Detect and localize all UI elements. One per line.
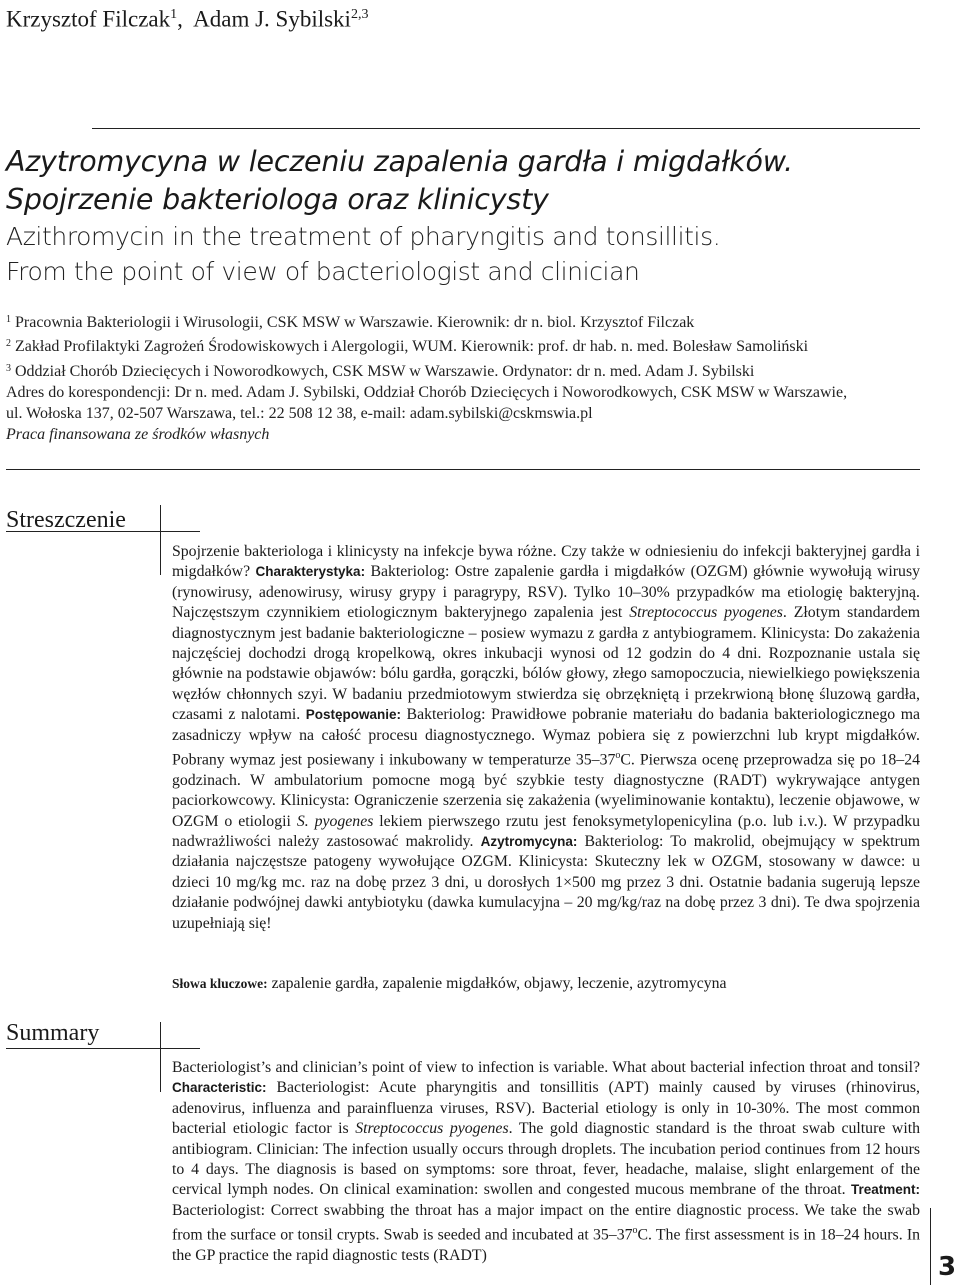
- top-divider: [92, 128, 920, 129]
- streszczenie-part-7: Bakteriolog: To makrolid, obejmujący w spektrum działania najczęstsze patogeny wywołujące OZGM. Klinicysta: Skuteczny lek w OZGM, stosowany w dawce: u dzieci 10 mg/kg mc. raz na dobę przez 3 dni, u dorosłych 1×500 mg przez 3 dni. Ostatnie badania sugerują lepsze działanie podwójnej dawki antybiotyku (dawka kumulacyjna – 20 mg/kg/raz na dobę przez 3 dni). Te dwa spojrzenia uzupełniają się!: [172, 832, 921, 932]
- affiliation-1-mark: 1: [6, 314, 11, 325]
- affiliations-block: [6, 309, 946, 446]
- label-treatment: Treatment:: [850, 1182, 920, 1198]
- page-number: 3: [938, 1252, 957, 1282]
- affiliation-2-mark: 2: [6, 338, 11, 350]
- streszczenie-underline: [6, 531, 200, 532]
- streszczenie-part-5: C. Pierwsza ocenę przeprowadza się po 18–24 godzinach. W ambulatorium pomocne mogą być szybkie testy diagnostyczne (RADT) wykrywające antygen paciorkowcowy. Klinicysta: Ograniczenie szerzenia się zakażenia (wyeliminowanie kontaktu), leczenie objawowe, w OZGM o etiologii: [172, 751, 920, 830]
- title-en-line-1: Azithromycin in the treatment of pharyngitis and tonsillitis.: [6, 222, 721, 251]
- degree-mark: o: [615, 750, 621, 762]
- summary-part-2: Bacteriologist: Acute pharyngitis and tonsillitis (APT) mainly caused by viruses (rhinovirus, adenovirus, influenza and parainfluenza viruses, RSV). Bacterial etiology is only in 10-30%. The most common bacterial etiologic factor is: [172, 1079, 920, 1138]
- streszczenie-intro: Spojrzenie bakteriologa i klinicysty na infekcje bywa różne. Czy także w odniesieniu do infekcji bakteryjnej gardła i migdałków?: [172, 543, 920, 581]
- summary-heading: Summary: [6, 1020, 100, 1046]
- page-number-rule: [930, 1208, 931, 1285]
- streszczenie-part-2: Bakteriolog: Ostre zapalenie gardła i migdałków (OZGM) głównie wywołują wirusy (rynowirusy, adenowirusy, wirusy grypy i paragrypy, RSV). Tylko 10–30% przypadków ma etiologię bakteryjną. Najczęstszym czynnikiem etiologicznym bakteryjnego zapalenia jest: [172, 563, 920, 622]
- streszczenie-text: [172, 542, 920, 934]
- title-pl-line-2: Spojrzenie bakteriologa oraz klinicysty: [6, 183, 549, 216]
- affiliation-3-text: Oddział Chorób Dziecięcych i Noworodkowych, CSK MSW w Warszawie. Ordynator: dr n. med. Adam J. Sybilski: [15, 362, 755, 380]
- author-separator: ,: [177, 6, 194, 32]
- affiliation-2: [6, 333, 946, 357]
- keywords-text: zapalenie gardła, zapalenie migdałków, objawy, leczenie, azytromycyna: [267, 975, 727, 992]
- affiliation-1: [6, 309, 946, 333]
- author-1-affil-mark: 1: [170, 7, 178, 22]
- degree-mark-en: o: [632, 1225, 638, 1237]
- label-charakterystyka: Charakterystyka:: [255, 564, 366, 580]
- affiliation-3-mark: 3: [6, 362, 11, 374]
- streszczenie-part-6: lekiem pierwszego rzutu jest fenoksymetylopenicylina (p.o. lub i.v.). W przypadku nadwrażliwości należy zastosować makrolidy.: [172, 812, 921, 850]
- author-2-name: Adam J. Sybilski: [193, 6, 351, 32]
- affiliation-1-text: Pracownia Bakteriologii i Wirusologii, CSK MSW w Warszawie. Kierownik: dr n. biol. Krzysztof Filczak: [15, 314, 695, 331]
- summary-text: [172, 1058, 920, 1266]
- label-characteristic: Characteristic:: [172, 1080, 267, 1096]
- label-postepowanie: Postępowanie:: [305, 707, 402, 723]
- summary-part-5: C. The first assessment is in 18–24 hours. In the GP practice the rapid diagnostic tests (RADT): [172, 1226, 920, 1264]
- summary-bracket: [160, 1022, 161, 1092]
- species-abbrev: S. pyogenes: [296, 812, 374, 830]
- section-divider: [6, 469, 920, 470]
- correspondence-line-1: Adres do korespondencji: Dr n. med. Adam J. Sybilski, Oddział Chorób Dziecięcych i Noworodkowych, CSK MSW w Warszawie,: [6, 383, 848, 401]
- summary-part-3: . The gold diagnostic standard is the throat swab culture with antibiogram. Clinician: The infection usually occurs through droplets. The incubation period continues from 12 hours to 4 days. The diagnosis is based on symptoms: sore throat, fever, headache, malaise, slight enlargement of the cervical lymph nodes. On clinical examination: swollen and congested mucous membrane of the throat.: [172, 1120, 920, 1199]
- author-2-affil-mark: 2,3: [350, 7, 369, 22]
- keywords-line: [172, 974, 920, 994]
- keywords-label: Słowa kluczowe:: [172, 976, 268, 991]
- affiliation-2-text: Zakład Profilaktyki Zagrożeń Środowiskowych i Alergologii, WUM. Kierownik: prof. dr hab. n. med. Bolesław Samoliński: [15, 338, 809, 356]
- species-name: Streptococcus pyogenes: [629, 604, 783, 622]
- correspondence-line-2: ul. Wołoska 137, 02-507 Warszawa, tel.: 22 508 12 38, e-mail: adam.sybilski@cskmswia.pl: [6, 405, 593, 423]
- title-block: [6, 143, 946, 289]
- summary-intro: Bacteriologist’s and clinician’s point of view to infection is variable. What about bacterial infection throat and tonsil?: [172, 1059, 920, 1076]
- funding-note: Praca finansowana ze środków własnych: [6, 426, 270, 444]
- author-1-name: Krzysztof Filczak: [6, 6, 171, 32]
- summary-underline: [6, 1048, 200, 1049]
- species-name-en: Streptococcus pyogenes: [355, 1120, 509, 1138]
- label-azytromycyna: Azytromycyna:: [480, 833, 578, 849]
- affiliation-3: [6, 358, 946, 382]
- streszczenie-part-3: . Złotym standardem diagnostycznym jest badanie bakteriologiczne – posiew wymazu z gardła z antybiogramem. Klinicysta: Do zakażenia najczęściej dochodzi drogą kropelkową, okres inkubacji wynosi od 12 godzin do 4 dni. Rozpoznanie ustala się głównie na podstawie objawów: bólu gardła, gorączki, bólów głowy, złego samopoczucia, niewielkiego powiększenia węzłów chłonnych szyi. W badaniu przedmiotowym stwierdza się obrzękniętą i przekrwioną błonę śluzową gardła, czasami z nalotami.: [172, 604, 920, 724]
- streszczenie-heading: Streszczenie: [6, 507, 126, 533]
- authors-line: [6, 0, 368, 35]
- summary-part-4: Bacteriologist: Correct swabbing the throat has a major impact on the entire diagnostic process. We take the swab from the surface or tonsil crypts. Swab is seeded and incubated at 35–37: [172, 1201, 920, 1244]
- streszczenie-bracket: [160, 505, 161, 575]
- title-en-line-2: From the point of view of bacteriologist and clinician: [6, 257, 640, 286]
- title-pl-line-1: Azytromycyna w leczeniu zapalenia gardła i migdałków.: [6, 145, 793, 178]
- streszczenie-part-4: Bakteriolog: Prawidłowe pobranie materiału do badania bakteriologicznego ma zasadniczy wpływ na całość procesu diagnostycznego. Wymaz pobiera się z powierzchni lub krypt migdałków. Pobrany wymaz jest posiewany i inkubowany w temperaturze 35–37: [172, 706, 920, 769]
